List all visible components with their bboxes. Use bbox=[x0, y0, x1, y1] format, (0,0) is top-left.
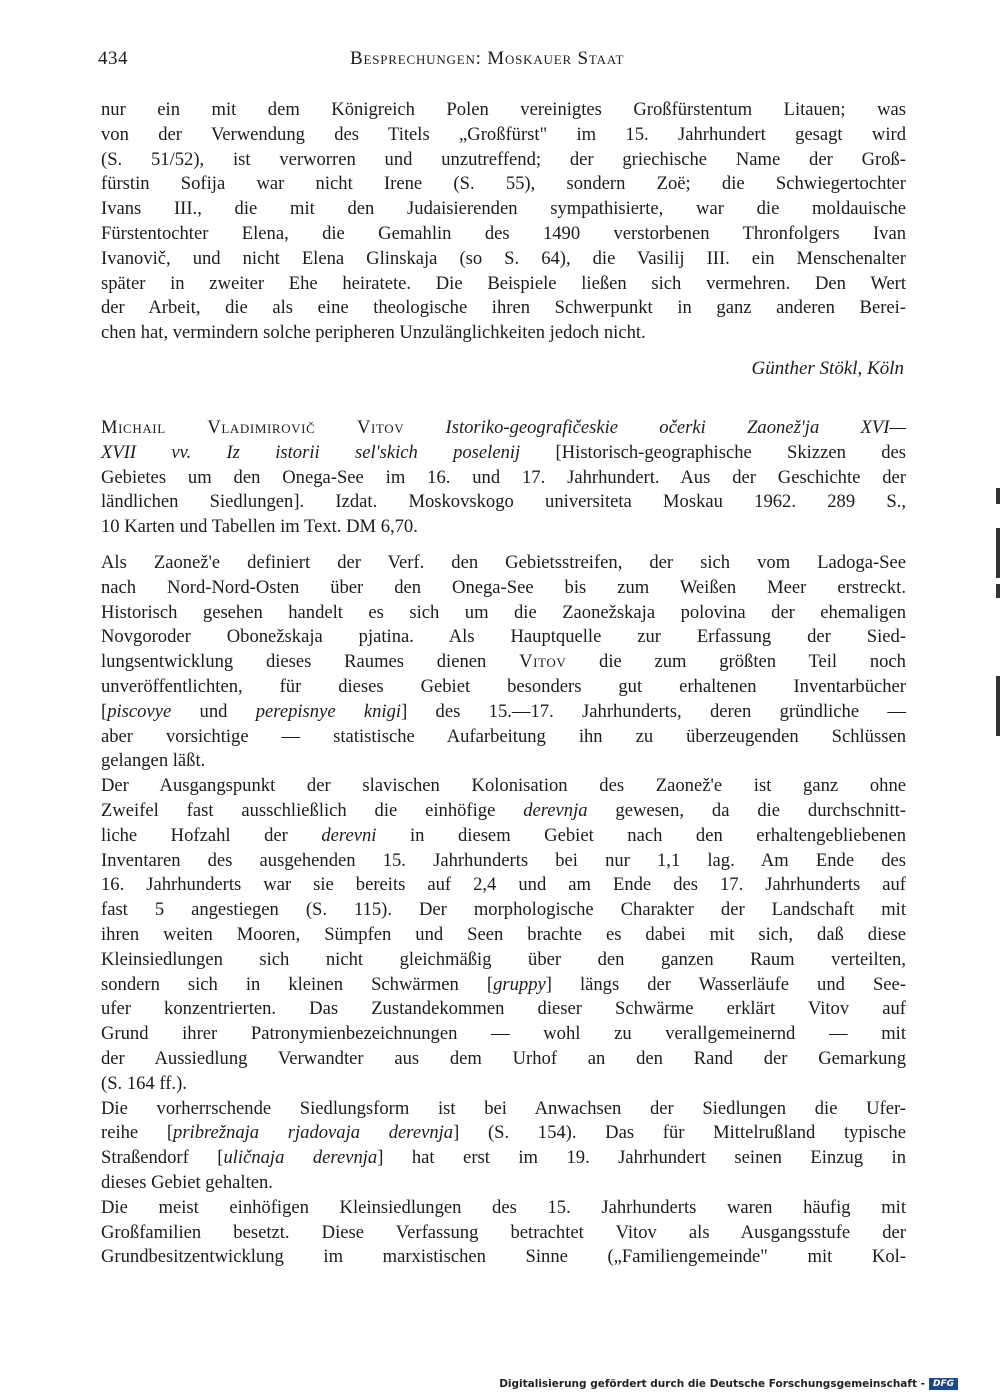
text-span: liche Hofzahl der bbox=[101, 824, 322, 846]
review-continuation bbox=[101, 98, 906, 346]
text-line: Fürstentochter Elena, die Gemahlin des 1490 verstorbenen Thronfolgers Ivan bbox=[101, 222, 906, 244]
text-line bbox=[101, 700, 906, 725]
text-line: Grundbesitzentwicklung im marxistischen Sinne („Familiengemeinde" mit Kol- bbox=[101, 1246, 906, 1268]
text-span: ] des 15.—17. Jahrhunderts, deren gründliche — bbox=[401, 700, 906, 722]
text-line: Kleinsiedlungen sich nicht gleichmäßig über den ganzen Raum verteilten, bbox=[101, 948, 906, 970]
text-line: der Arbeit, die als eine theologische ihren Schwerpunkt in ganz anderen Berei- bbox=[101, 297, 906, 319]
text-line bbox=[101, 824, 906, 849]
text-line: fürstin Sofija war nicht Irene (S. 55), sondern Zoë; die Schwiegertochter bbox=[101, 173, 906, 195]
book-citation bbox=[101, 416, 906, 540]
text-span: reihe [ bbox=[101, 1122, 174, 1144]
text-line: 16. Jahrhunderts war sie bereits auf 2,4 und am Ende des 17. Jahrhunderts auf bbox=[101, 874, 906, 896]
citation-line: Gebietes um den Onega-See im 16. und 17. Jahrhundert. Aus der Geschichte der bbox=[101, 466, 906, 488]
scan-mark bbox=[996, 488, 1000, 504]
text-line: Grund ihrer Patronymienbezeichnungen — wohl zu verallgemeinernd — mit bbox=[101, 1023, 906, 1045]
text-line: Die vorherrschende Siedlungsform ist bei Anwachsen der Siedlungen die Ufer- bbox=[101, 1097, 906, 1119]
italic-term: gruppy bbox=[493, 973, 546, 995]
text-line: Ivanovič, und nicht Elena Glinskaja (so S. 64), die Vasilij III. ein Menschenalter bbox=[101, 247, 906, 269]
text-span: Straßendorf [ bbox=[101, 1147, 224, 1169]
text-line: unveröffentlichten, für dieses Gebiet besonders gut erhaltenen Inventarbücher bbox=[101, 675, 906, 697]
running-title: Besprechungen: Moskauer Staat bbox=[350, 48, 625, 69]
text-span: lungsentwicklung dieses Raumes dienen bbox=[101, 651, 520, 673]
digitization-note bbox=[499, 1378, 958, 1390]
text-span: Zweifel fast ausschließlich die einhöfige bbox=[101, 799, 524, 821]
scan-mark bbox=[996, 676, 1000, 736]
book-title: Istoriko-geografičeskie očerki Zaonež'ja XVI— bbox=[445, 417, 906, 438]
text-line: Die meist einhöfigen Kleinsiedlungen des 15. Jahrhunderts waren häufig mit bbox=[101, 1196, 906, 1218]
text-span: ] (S. 154). Das für Mittelrußland typische bbox=[453, 1122, 906, 1144]
text-line bbox=[101, 799, 906, 824]
text-line bbox=[101, 1146, 906, 1171]
italic-term: derevni bbox=[321, 824, 377, 846]
book-title-cont: XVII vv. Iz istorii sel'skich poselenij bbox=[101, 441, 521, 463]
text-line: nur ein mit dem Königreich Polen vereinigtes Großfürstentum Litauen; was bbox=[101, 99, 906, 120]
book-author: Michail Vladimirovič Vitov bbox=[101, 417, 405, 438]
italic-term: piscovye bbox=[107, 700, 172, 722]
page-header bbox=[98, 44, 904, 74]
dfg-logo: DFG bbox=[929, 1378, 958, 1390]
italic-term: pribrežnaja rjadovaja derevnja bbox=[173, 1122, 454, 1144]
text-line: (S. 51/52), ist verworren und unzutreffend; der griechische Name der Groß- bbox=[101, 148, 906, 170]
text-line: (S. 164 ff.). bbox=[101, 1072, 187, 1094]
text-span: die zum größten Teil noch bbox=[566, 651, 906, 673]
text-span: ] hat erst im 19. Jahrhundert seinen Einzug in bbox=[377, 1147, 906, 1169]
text-line bbox=[101, 973, 906, 998]
scan-mark bbox=[996, 528, 1000, 578]
text-span: und bbox=[171, 700, 256, 722]
text-line: nach Nord-Nord-Osten über den Onega-See bis zum Weißen Meer erstreckt. bbox=[101, 576, 906, 598]
italic-term: uličnaja derevnja bbox=[223, 1147, 378, 1169]
reviewer-signature: Günther Stökl, Köln bbox=[751, 358, 904, 379]
text-line: Inventaren des ausgehenden 15. Jahrhunderts bei nur 1,1 lag. Am Ende des bbox=[101, 849, 906, 871]
review-body bbox=[101, 551, 906, 1270]
text-line: Novgoroder Obonežskaja pjatina. Als Hauptquelle zur Erfassung der Sied- bbox=[101, 626, 906, 648]
text-line: dieses Gebiet gehalten. bbox=[101, 1171, 273, 1193]
text-line: Als Zaonež'e definiert der Verf. den Gebietsstreifen, der sich vom Ladoga-See bbox=[101, 552, 906, 573]
citation-line: 10 Karten und Tabellen im Text. DM 6,70. bbox=[101, 516, 418, 538]
text-line: Der Ausgangspunkt der slavischen Kolonisation des Zaonež'e ist ganz ohne bbox=[101, 775, 906, 797]
text-line: fast 5 angestiegen (S. 115). Der morphologische Charakter der Landschaft mit bbox=[101, 899, 906, 921]
text-line: von der Verwendung des Titels „Großfürst" im 15. Jahrhundert gesagt wird bbox=[101, 123, 906, 145]
text-span: sondern sich in kleinen Schwärmen [ bbox=[101, 973, 494, 995]
author-name: Vitov bbox=[519, 651, 567, 673]
text-line: gelangen läßt. bbox=[101, 750, 206, 772]
page-number: 434 bbox=[98, 48, 128, 69]
text-line: Ivans III., die mit den Judaisierenden sympathisierte, war die moldauische bbox=[101, 198, 906, 220]
text-line bbox=[101, 1121, 906, 1146]
text-line: aber vorsichtige — statistische Aufarbeitung ihn zu überzeugenden Schlüssen bbox=[101, 725, 906, 747]
text-line bbox=[101, 650, 906, 675]
text-line: ihren weiten Mooren, Sümpfen und Seen brachte es dabei mit sich, daß diese bbox=[101, 923, 906, 945]
text-line: chen hat, vermindern solche peripheren Unzulänglichkeiten jedoch nicht. bbox=[101, 322, 646, 344]
scan-mark bbox=[996, 584, 1000, 598]
citation-line bbox=[101, 441, 906, 466]
book-translation: [Historisch-geographische Skizzen des bbox=[520, 441, 906, 463]
text-span: gewesen, da die durchschnitt- bbox=[587, 799, 906, 821]
text-line: Historisch gesehen handelt es sich um die Zaonežskaja polovina der ehemaligen bbox=[101, 601, 906, 623]
citation-line bbox=[101, 416, 906, 441]
digitization-text: Digitalisierung gefördert durch die Deutsche Forschungsgemeinschaft - bbox=[499, 1378, 925, 1390]
text-span: [ bbox=[101, 700, 108, 722]
italic-term: perepisnye knigi bbox=[255, 700, 402, 722]
citation-line: ländlichen Siedlungen]. Izdat. Moskovskogo universiteta Moskau 1962. 289 S., bbox=[101, 491, 906, 513]
text-line: der Aussiedlung Verwandter aus dem Urhof an den Rand der Gemarkung bbox=[101, 1047, 906, 1069]
italic-term: derevnja bbox=[523, 799, 588, 821]
text-line: Großfamilien besetzt. Diese Verfassung betrachtet Vitov als Ausgangsstufe der bbox=[101, 1221, 906, 1243]
text-line: später in zweiter Ehe heiratete. Die Beispiele ließen sich vermehren. Den Wert bbox=[101, 272, 906, 294]
text-span: ] längs der Wasserläufe und See- bbox=[545, 973, 906, 995]
text-line: ufer konzentrierten. Das Zustandekommen dieser Schwärme erklärt Vitov auf bbox=[101, 998, 906, 1020]
text-span: in diesem Gebiet nach den erhaltengebliebenen bbox=[376, 824, 906, 846]
